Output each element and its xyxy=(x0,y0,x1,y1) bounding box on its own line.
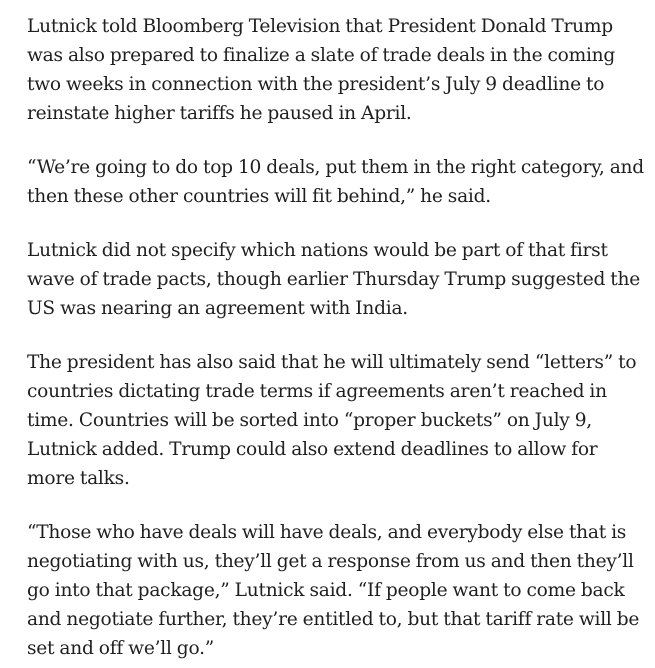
article-body xyxy=(27,12,649,663)
article-paragraph: The president has also said that he will ultimately send “letters” to countries dictating trade terms if agreements aren’t reached in time. Countries will be sorted into “proper buckets” on July 9, Lutnick added. Trump could also extend deadlines to allow for more talks. xyxy=(27,352,637,489)
article-paragraph: Lutnick did not specify which nations would be part of that first wave of trade pacts, though earlier Thursday Trump suggested the US was nearing an agreement with India. xyxy=(27,240,640,319)
article-paragraph: Lutnick told Bloomberg Television that President Donald Trump was also prepared to finalize a slate of trade deals in the coming two weeks in connection with the president’s July 9 deadline to reinstate higher tariffs he paused in April. xyxy=(27,16,616,124)
article-paragraph: “We’re going to do top 10 deals, put them in the right category, and then these other countries will fit behind,” he said. xyxy=(27,157,644,207)
article-paragraph: “Those who have deals will have deals, and everybody else that is negotiating with us, they’ll get a response from us and then they’ll go into that package,” Lutnick said. “If people want to come back and negotiate further, they’re entitled to, but that tariff rate will be set and off we’ll go.” xyxy=(27,522,640,659)
